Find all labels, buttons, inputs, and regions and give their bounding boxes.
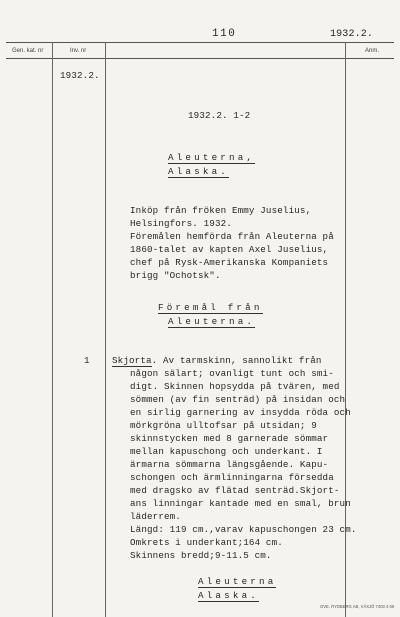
- item-line: mellan kapuschong och underkant. I: [130, 446, 323, 457]
- region-line-1-text: Aleuterna,: [168, 152, 256, 163]
- reference-number: 1932.2. 1-2: [188, 110, 251, 121]
- item-line: Längd: 119 cm.,varav kapuschongen 23 cm.: [130, 524, 357, 535]
- footer-region-line-2: [198, 590, 259, 601]
- item-line: digt. Skinnen hopsydda på tvären, med: [130, 381, 340, 392]
- column-header-gen-kat: Gen. kat. nr: [12, 48, 44, 54]
- intro-line: Föremålen hemförda från Aleuterna på: [130, 231, 334, 242]
- item-line: schongen och ärmlinningarna försedda: [130, 472, 334, 483]
- item-line: ans linningar kantade med en smal, brun: [130, 498, 351, 509]
- item-number: 1: [84, 355, 90, 366]
- section-heading-line-2-text: Aleuterna.: [168, 316, 256, 327]
- print-mark: OVE. RYDBERG AB, VÄXJÖ 7403 4 69: [320, 604, 395, 609]
- column-header-anm: Anm.: [365, 48, 380, 54]
- item-line: [112, 355, 322, 366]
- item-line: skinnstycken med 8 garnerade sömmar: [130, 433, 329, 444]
- item-line: mörkgröna ulltofsar på utsidan; 9: [130, 420, 317, 431]
- item-title: Skjorta: [112, 355, 152, 366]
- item-line: Omkrets i underkant;164 cm.: [130, 537, 283, 548]
- item-line: Skinnens bredd;9-11.5 cm.: [130, 550, 272, 561]
- item-line: med dragsko av flätad senträd.Skjort-: [130, 485, 340, 496]
- column-divider-2: [105, 42, 106, 617]
- item-line: ärmarna sömmarna längsgående. Kapu-: [130, 459, 329, 470]
- footer-region-line-2-text: Alaska.: [198, 590, 259, 601]
- intro-line: Inköp från fröken Emmy Juselius,: [130, 205, 312, 216]
- header-rule-top: [6, 42, 394, 43]
- item-line: någon sälart; ovanligt tunt och smi-: [130, 368, 334, 379]
- header-year-code: 1932.2.: [330, 29, 374, 40]
- item-line-0-text: . Av tarmskinn, sannolikt från: [151, 355, 322, 366]
- intro-line: Helsingfors. 1932.: [130, 218, 232, 229]
- section-heading-line-1: [158, 302, 263, 313]
- section-heading-line-2: [168, 316, 255, 327]
- intro-line: chef på Rysk-Amerikanska Kompaniets: [130, 257, 329, 268]
- column-divider-1: [52, 42, 53, 617]
- column-header-inv: Inv. nr: [70, 48, 87, 54]
- inv-number: 1932.2.: [60, 70, 100, 81]
- region-line-1: [168, 152, 255, 163]
- footer-region-line-1-text: Aleuterna: [198, 576, 277, 587]
- region-line-2: [168, 166, 229, 177]
- section-heading-line-1-text: Föremål från: [158, 302, 263, 313]
- item-line: sömmen (av fin senträd) på insidan och: [130, 394, 346, 405]
- footer-region-line-1: [198, 576, 276, 587]
- page-number: 110: [212, 28, 237, 40]
- intro-line: 1860-talet av kapten Axel Juselius,: [130, 244, 329, 255]
- header-rule-bottom: [6, 58, 394, 59]
- intro-line: brigg "Ochotsk".: [130, 270, 221, 281]
- item-line: läderrem.: [130, 511, 181, 522]
- region-line-2-text: Alaska.: [168, 166, 229, 177]
- item-line: en sirlig garnering av insydda röda och: [130, 407, 351, 418]
